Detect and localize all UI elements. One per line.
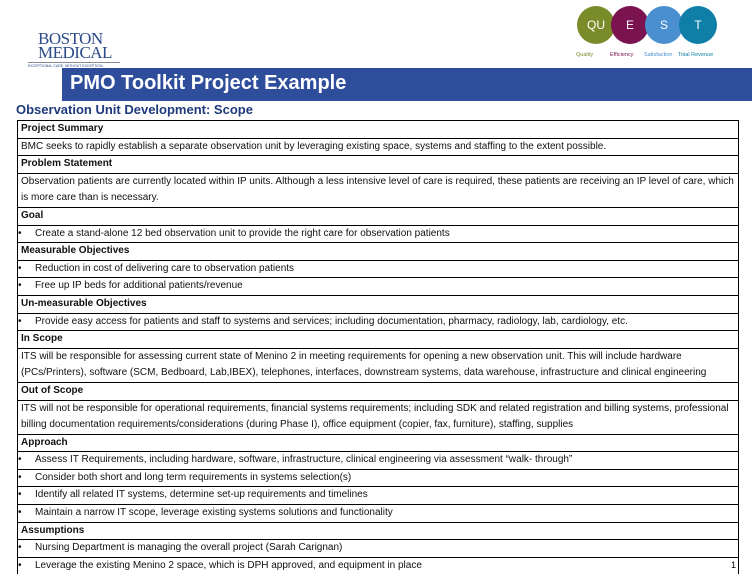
section-heading: Out of Scope: [18, 382, 738, 400]
quest-circle: QU: [577, 6, 615, 44]
bullet-item: • Nursing Department is managing the overall project (Sarah Carignan): [18, 539, 738, 557]
boston-medical-logo: BOSTON MEDICAL EXCEPTIONAL CARE. WITHOUT EXCEPTION.: [28, 22, 120, 68]
bullet-item: • Maintain a narrow IT scope, leverage existing systems solutions and functionality: [18, 504, 738, 522]
section-heading: Approach: [18, 434, 738, 452]
bullet-item: • Leverage the existing Menino 2 space, which is DPH approved, and equipment in place: [18, 557, 738, 575]
page-title: PMO Toolkit Project Example: [70, 72, 347, 94]
page-number: 1: [731, 560, 737, 570]
section-heading: Problem Statement: [18, 155, 738, 173]
bullet-item: • Create a stand-alone 12 bed observation unit to provide the right care for observation patients: [18, 225, 738, 243]
section-heading: Project Summary: [18, 120, 738, 138]
section-heading: Un-measurable Objectives: [18, 295, 738, 313]
quest-label: Satisfaction: [644, 52, 673, 58]
section-heading: In Scope: [18, 330, 738, 348]
quest-circle: S: [645, 6, 683, 44]
section-text: BMC seeks to rapidly establish a separate observation unit by leveraging existing space, systems and staffing to the extent possible.: [18, 138, 738, 156]
bullet-item: • Consider both short and long term requirements in systems selection(s): [18, 469, 738, 487]
section-heading: Measurable Objectives: [18, 242, 738, 260]
scope-table: [17, 120, 739, 574]
quest-label: Total Revenue: [678, 52, 714, 58]
bullet-item: • Identify all related IT systems, determine set-up requirements and timelines: [18, 486, 738, 504]
bullet-item: • Reduction in cost of delivering care to observation patients: [18, 260, 738, 278]
section-heading: Assumptions: [18, 522, 738, 540]
quest-label: Quality: [576, 52, 594, 58]
title-banner: [62, 68, 752, 101]
quest-logo: [577, 6, 727, 66]
bullet-item: • Free up IP beds for additional patients/revenue: [18, 277, 738, 295]
section-text: Observation patients are currently located within IP units. Although a less intensive level of care is required, these patients are receiving an IP level of care, which is more care than is necessary.: [18, 173, 738, 207]
quest-circle: T: [679, 6, 717, 44]
section-heading: Goal: [18, 207, 738, 225]
quest-label: Efficiency: [610, 52, 634, 58]
bullet-item: • Provide easy access for patients and staff to systems and services; including documentation, pharmacy, radiology, lab, cardiology, etc.: [18, 313, 738, 331]
page-subtitle: Observation Unit Development: Scope: [16, 102, 253, 117]
bullet-item: • Assess IT Requirements, including hardware, software, infrastructure, clinical engineering via assessment “walk- through”: [18, 451, 738, 469]
quest-circle: E: [611, 6, 649, 44]
section-text: ITS will not be responsible for operational requirements, financial systems requirements; including SDK and related registration and billing systems, professional billing documentation requirements/considerations (during Phase I), office equipment (copier, fax, furniture), staffing, supplies: [18, 400, 738, 434]
section-text: ITS will be responsible for assessing current state of Menino 2 in meeting requirements for opening a new observation unit. This will include hardware (PCs/Printers), software (SCM, Bedboard, Lab,IBEX), telephones, interfaces, downstream systems, data warehouse, infrastructure and clinical engineering: [18, 348, 738, 382]
